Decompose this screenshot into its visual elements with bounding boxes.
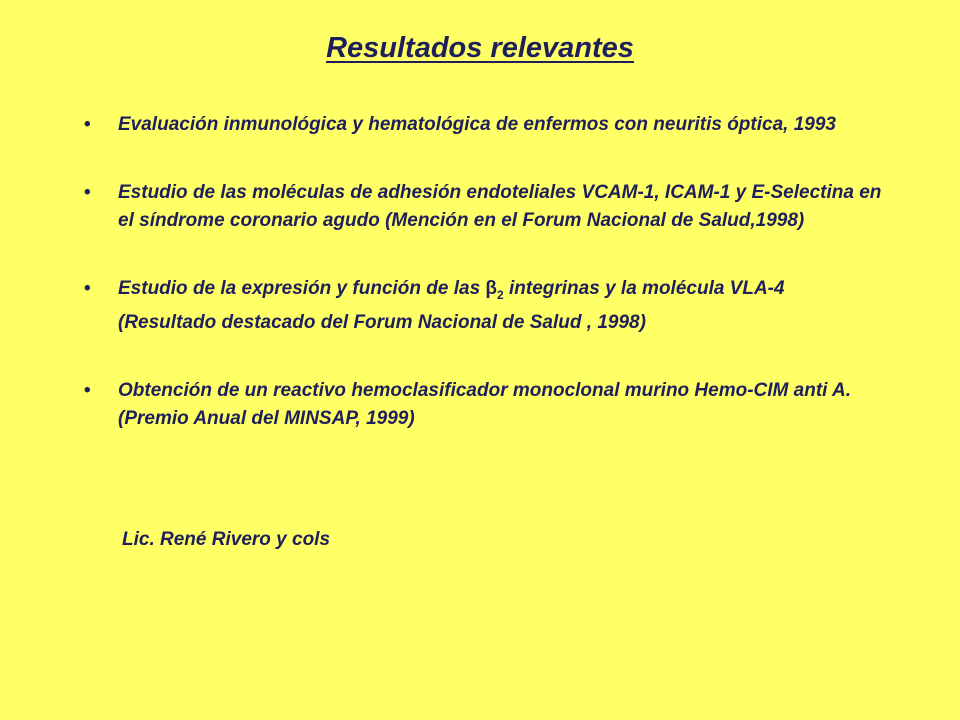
bullet-icon: • bbox=[84, 182, 91, 203]
list-item-text-before: Estudio de la expresión y función de las bbox=[118, 278, 486, 299]
slide-title: Resultados relevantes bbox=[326, 32, 634, 64]
list-item bbox=[84, 111, 884, 139]
list-item-text: Obtención de un reactivo hemoclasificador monoclonal murino Hemo-CIM anti A. (Premio Anual del MINSAP, 1999) bbox=[118, 379, 852, 429]
author-credit: Lic. René Rivero y cols bbox=[122, 529, 331, 550]
list-item-text: Evaluación inmunológica y hematológica de enfermos con neuritis óptica, 1993 bbox=[118, 114, 836, 135]
bullet-icon: • bbox=[84, 114, 91, 135]
beta-subscript: 2 bbox=[497, 287, 504, 302]
bullet-icon: • bbox=[84, 278, 91, 299]
list-item bbox=[84, 377, 884, 433]
beta-symbol bbox=[485, 278, 504, 302]
list-item-text-after: integrinas y la molécula VLA-4 (Resultado destacado del Forum Nacional de Salud , 1998) bbox=[118, 278, 785, 333]
list-item bbox=[84, 179, 884, 235]
list-item bbox=[84, 275, 884, 337]
beta-letter: β bbox=[485, 278, 498, 299]
list-item-text: Estudio de las moléculas de adhesión endoteliales VCAM-1, ICAM-1 y E-Selectina en el síndrome coronario agudo (Mención en el Forum Nacional de Salud,1998) bbox=[118, 182, 882, 231]
results-list bbox=[84, 111, 884, 473]
bullet-icon: • bbox=[84, 379, 91, 401]
